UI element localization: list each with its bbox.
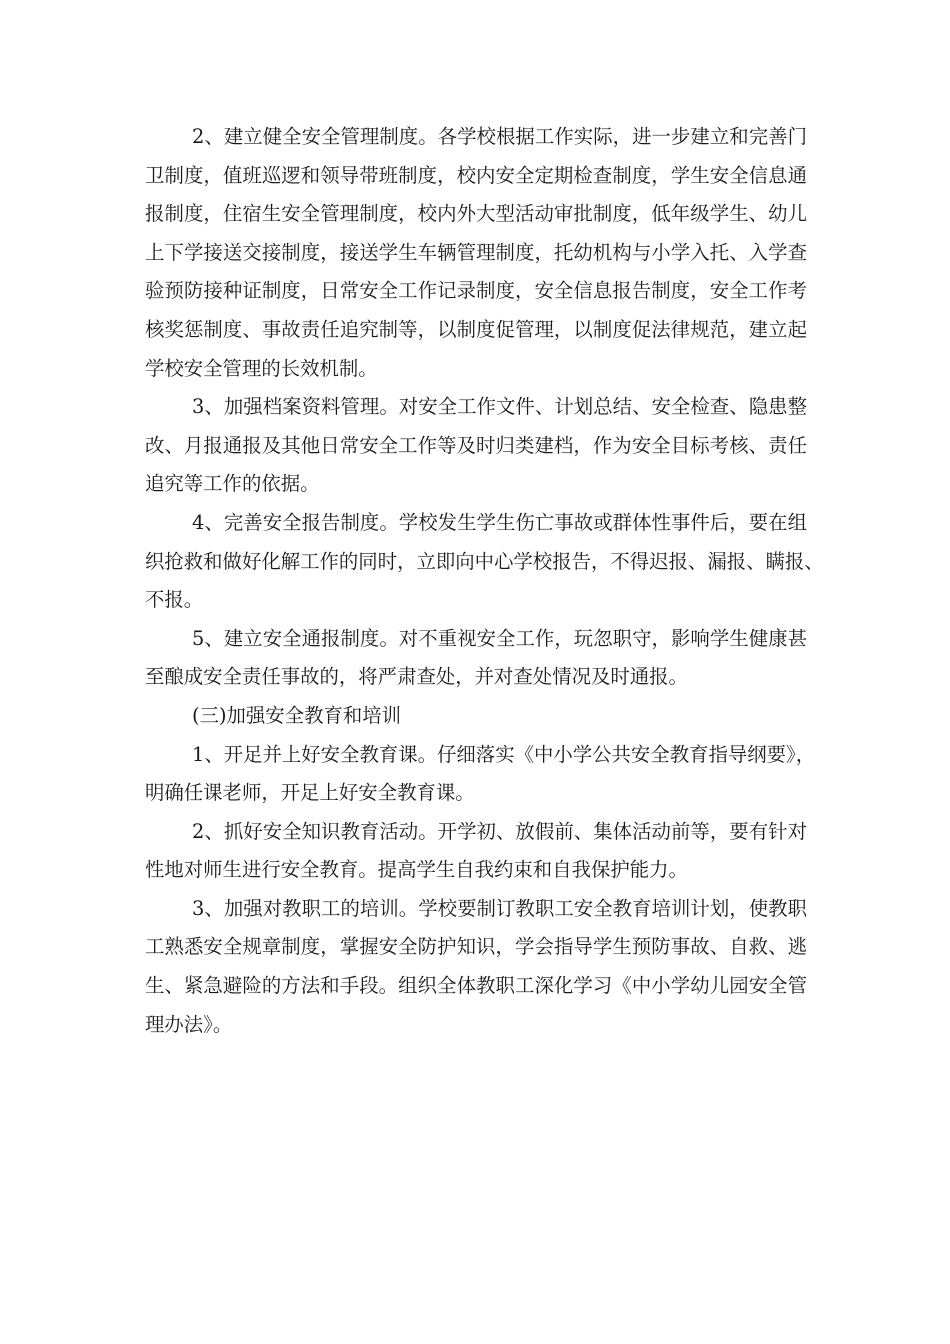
document-body [145, 118, 824, 1044]
text-line: 生、紧急避险的方法和手段。组织全体教职工深化学习《中小学幼儿园安全管 [145, 974, 807, 998]
text-line: 性地对师生进行安全教育。提高学生自我约束和自我保护能力。 [145, 858, 688, 882]
text-line: 追究等工作的依据。 [145, 472, 320, 496]
paragraph [145, 736, 816, 813]
paragraph [145, 620, 807, 697]
text-line: 不报。 [145, 588, 204, 612]
text-line: 卫制度，值班巡逻和领导带班制度，校内安全定期检查制度，学生安全信息通 [145, 163, 807, 187]
paragraph [145, 813, 807, 890]
text-line: 3、加强对教职工的培训。学校要制订教职工安全教育培训计划，使教职 [192, 896, 807, 920]
text-line: 明确任课老师，开足上好安全教育课。 [145, 781, 475, 805]
text-line: 理办法》。 [145, 1012, 233, 1036]
paragraph [145, 388, 807, 504]
text-line: 至酿成安全责任事故的，将严肃查处，并对查处情况及时通报。 [145, 665, 688, 689]
paragraph [145, 697, 807, 736]
text-line: 核奖惩制度、事故责任追究制等，以制度促管理，以制度促法律规范，建立起 [145, 317, 807, 341]
text-line: 学校安全管理的长效机制。 [145, 356, 378, 380]
text-line: 1、开足并上好安全教育课。仔细落实《中小学公共安全教育指导纲要》， [192, 742, 816, 766]
paragraph [145, 890, 807, 1044]
text-line: 2、建立健全安全管理制度。各学校根据工作实际，进一步建立和完善门 [192, 125, 807, 148]
text-line: 5、建立安全通报制度。对不重视安全工作，玩忽职守，影响学生健康甚 [192, 626, 807, 650]
text-line: 3、加强档案资料管理。对安全工作文件、计划总结、安全检查、隐患整 [192, 395, 807, 419]
text-line: 工熟悉安全规章制度，掌握安全防护知识，学会指导学生预防事故、自救、逃 [145, 935, 807, 959]
text-line: 4、完善安全报告制度。学校发生学生伤亡事故或群体性事件后，要在组 [192, 510, 807, 534]
paragraph [145, 118, 807, 388]
text-line: 上下学接送交接制度，接送学生车辆管理制度，托幼机构与小学入托、入学查 [145, 240, 807, 264]
text-line: 报制度，住宿生安全管理制度，校内外大型活动审批制度，低年级学生、幼儿 [145, 202, 807, 226]
text-line: 2、抓好安全知识教育活动。开学初、放假前、集体活动前等，要有针对 [192, 819, 807, 843]
paragraph [145, 504, 824, 620]
text-line: 改、月报通报及其他日常安全工作等及时归类建档，作为安全目标考核、责任 [145, 433, 807, 457]
text-line: (三)加强安全教育和培训 [192, 703, 402, 727]
text-line: 验预防接种证制度，日常安全工作记录制度，安全信息报告制度，安全工作考 [145, 279, 807, 303]
text-line: 织抢救和做好化解工作的同时，立即向中心学校报告，不得迟报、漏报、瞒报、 [145, 549, 824, 573]
